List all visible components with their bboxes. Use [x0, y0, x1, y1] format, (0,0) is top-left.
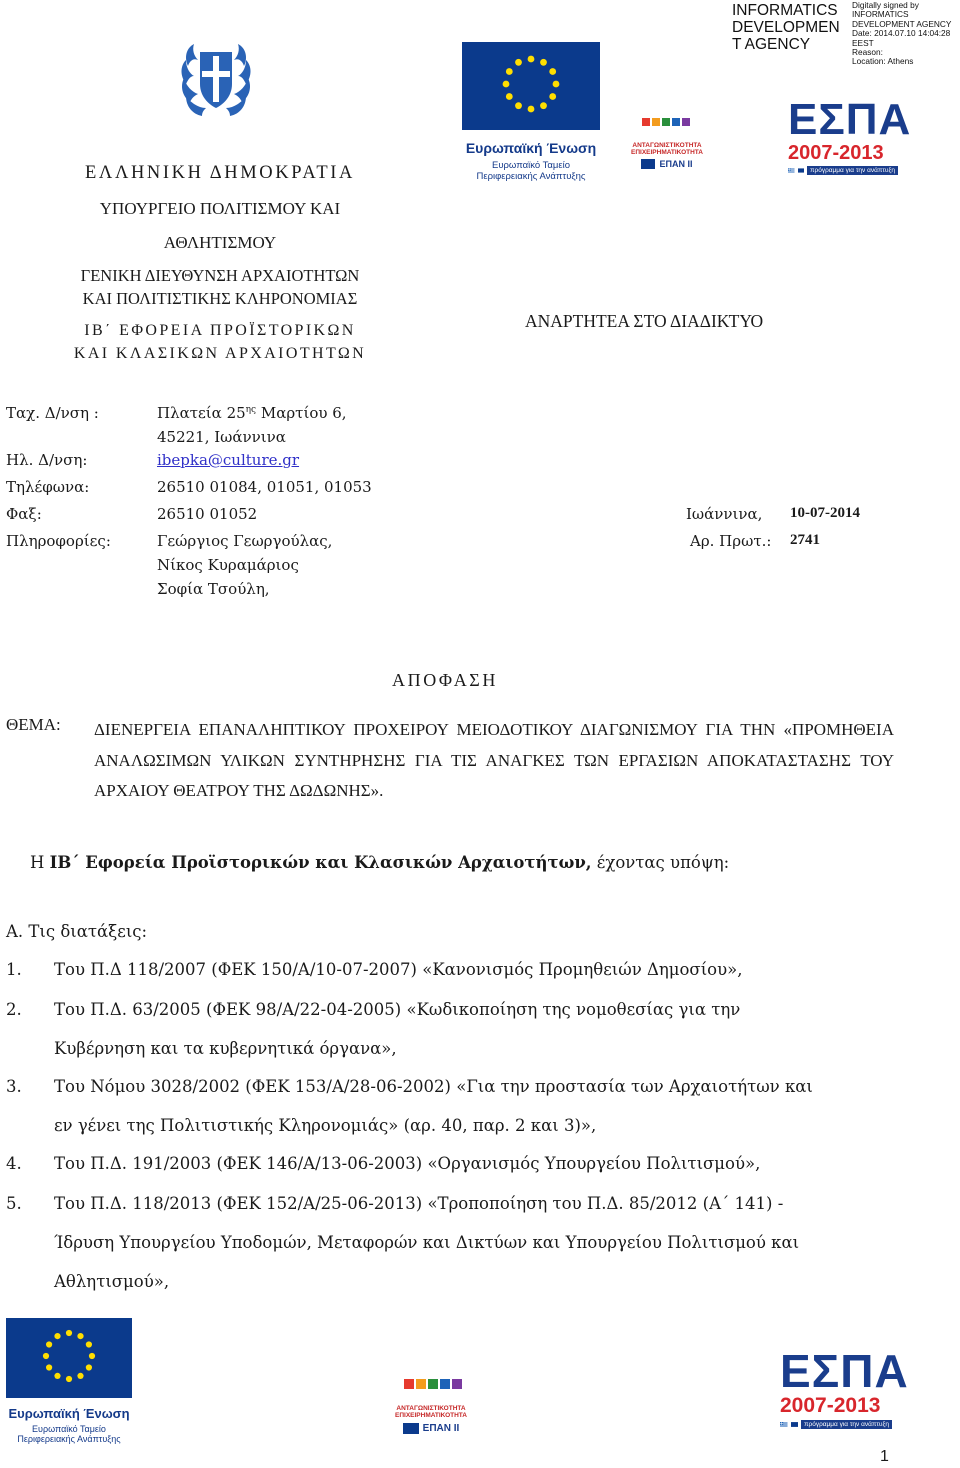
competitiveness-graphic-icon: [622, 118, 712, 138]
item-text: Του Νόμου 3028/2002 (ΦΕΚ 153/Α/28-06-2002) «Για την προστασία των Αρχαιοτήτων και: [54, 1077, 813, 1096]
fax-label: Φαξ:: [6, 505, 42, 523]
small-eu-flag-icon: [641, 159, 655, 169]
espa-title-footer: ΕΣΠΑ: [780, 1345, 909, 1397]
republic-title: ΕΛΛΗΝΙΚΗ ΔΗΜΟΚΡΑΤΙΑ: [85, 163, 355, 183]
espa-years-footer: 2007-2013: [780, 1394, 881, 1417]
signature-line: INFORMATICS: [852, 9, 909, 20]
eu-flag-icon: [6, 1318, 132, 1398]
eu-flag-icon: [462, 42, 600, 130]
page-number: 1: [880, 1448, 889, 1465]
signature-line: EEST: [852, 37, 874, 48]
signature-line: Reason:: [852, 47, 883, 58]
signature-line: Digitally signed by: [852, 0, 919, 10]
item-number: 2.: [6, 1000, 22, 1019]
espa-title: ΕΣΠΑ: [788, 95, 912, 144]
competitiveness-logo-footer: [388, 1375, 474, 1443]
postal-label: Ταχ. Δ/νση :: [6, 404, 99, 422]
email-label: Ηλ. Δ/νση:: [6, 451, 88, 469]
eu-small-flag-icon: [791, 1420, 799, 1429]
eu-name-footer: Ευρωπαϊκή Ένωση: [8, 1406, 130, 1421]
signature-line: DEVELOPMENT AGENCY: [852, 18, 952, 29]
postal-line1-post: Μαρτίου 6,: [256, 404, 347, 422]
item-text: Του Π.Δ 118/2007 (ΦΕΚ 150/Α/10-07-2007) «Κανονισμός Προμηθειών Δημοσίου»,: [54, 960, 743, 979]
postal-line2: 45221, Ιωάννινα: [157, 428, 286, 446]
ephorate-line1: ΙΒ΄ ΕΦΟΡΕΙΑ ΠΡΟΪΣΤΟΡΙΚΩΝ: [84, 322, 356, 339]
item-text-cont: Αθλητισμού»,: [54, 1272, 170, 1291]
intro-pre: Η: [30, 853, 50, 872]
ministry-line1: ΥΠΟΥΡΓΕΙΟ ΠΟΛΙΤΙΣΜΟΥ ΚΑΙ: [99, 199, 341, 218]
competitiveness-line2: ΕΠΙΧΕΙΡΗΜΑΤΙΚΟΤΗΤΑ: [631, 149, 703, 156]
intro-post: έχοντας υπόψη:: [591, 853, 730, 872]
item-number: 4.: [6, 1154, 22, 1173]
espa-slogan-footer: πρόγραμμα για την ανάπτυξη: [801, 1420, 892, 1429]
eu-erdf-logo-footer: [6, 1318, 132, 1446]
info-label: Πληροφορίες:: [6, 532, 111, 550]
signature-line: Location: Athens: [852, 56, 914, 67]
subject-label: ΘΕΜΑ:: [6, 715, 61, 734]
date-value: 10-07-2014: [790, 505, 860, 521]
item-text: Του Π.Δ. 191/2003 (ΦΕΚ 146/Α/13-06-2003) «Οργανισμός Υπουργείου Πολιτισμού»,: [54, 1154, 761, 1173]
directorate-line2: ΚΑΙ ΠΟΛΙΤΙΣΤΙΚΗΣ ΚΛΗΡΟΝΟΜΙΑΣ: [82, 289, 358, 308]
postal-line1-pre: Πλατεία 25: [157, 404, 246, 422]
epan-label-footer: ΕΠΑΝ II: [422, 1423, 460, 1434]
phone-value: 26510 01084, 01051, 01053: [157, 478, 372, 496]
eu-name: Ευρωπαϊκή Ένωση: [465, 140, 597, 156]
epan-label: ΕΠΑΝ II: [659, 159, 693, 169]
postal-line1: [157, 404, 347, 422]
decision-title: ΑΠΟΦΑΣΗ: [392, 670, 498, 690]
eu-fund-line1: Ευρωπαϊκό Ταμείο: [492, 160, 570, 171]
info-person-3: Σοφία Τσούλη,: [157, 580, 270, 598]
competitiveness-logo: [622, 118, 712, 176]
protocol-label: Αρ. Πρωτ.:: [690, 532, 772, 550]
eu-fund-line2: Περιφερειακής Ανάπτυξης: [476, 171, 586, 182]
section-a: Α. Τις διατάξεις:: [6, 922, 148, 941]
directorate-line1: ΓΕΝΙΚΗ ΔΙΕΥΘΥΝΣΗ ΑΡΧΑΙΟΤΗΤΩΝ: [80, 266, 360, 285]
espa-slogan: πρόγραμμα για την ανάπτυξη: [807, 166, 898, 175]
ephorate-line2: ΚΑΙ ΚΛΑΣΙΚΩΝ ΑΡΧΑΙΟΤΗΤΩΝ: [73, 345, 367, 362]
fax-value: 26510 01052: [157, 505, 258, 523]
espa-years: 2007-2013: [788, 142, 884, 164]
greek-coat-of-arms-icon: [180, 40, 252, 122]
intro-ephorate: ΙΒ΄ Εφορεία Προϊστορικών και Κλασικών Αρχαιοτήτων,: [49, 853, 592, 872]
subject-text: ΔΙΕΝΕΡΓΕΙΑ ΕΠΑΝΑΛΗΠΤΙΚΟΥ ΠΡΟΧΕΙΡΟΥ ΜΕΙΟΔΟΤΙΚΟΥ ΔΙΑΓΩΝΙΣΜΟΥ ΓΙΑ ΤΗΝ «ΠΡΟΜΗΘΕΙΑ ΑΝΑΛΩΣΙΜΩΝ ΥΛΙΚΩΝ ΣΥΝΤΗΡΗΣΗΣ ΓΙΑ ΤΙΣ ΑΝΑΓΚΕΣ ΤΩΝ ΕΡΓΑΣΙΩΝ ΑΠΟΚΑΤΑΣΤΑΣΗΣ ΤΟΥ ΑΡΧΑΙΟΥ ΘΕΑΤΡΟΥ ΤΗΣ ΔΩΔΩΝΗΣ».: [94, 720, 894, 800]
espa-logo: [788, 95, 912, 180]
postal-line1-sup: ης: [245, 405, 257, 415]
item-text: Του Π.Δ. 118/2013 (ΦΕΚ 152/Α/25-06-2013) «Τροποποίηση του Π.Δ. 85/2012 (Α΄ 141) -: [54, 1194, 784, 1213]
eu-fund-line2-footer: Περιφερειακής Ανάπτυξης: [17, 1434, 121, 1444]
item-text-cont: Ίδρυση Υπουργείου Υποδομών, Μεταφορών και Δικτύων και Υπουργείου Πολιτισμού και: [54, 1233, 800, 1252]
competitiveness-line1-footer: ΑΝΤΑΓΩΝΙΣΤΙΚΟΤΗΤΑ: [396, 1405, 466, 1412]
item-number: 5.: [6, 1194, 22, 1213]
competitiveness-line2-footer: ΕΠΙΧΕΙΡΗΜΑΤΙΚΟΤΗΤΑ: [395, 1412, 467, 1419]
protocol-value: 2741: [790, 532, 820, 548]
greek-flag-icon: [780, 1420, 788, 1429]
item-number: 3.: [6, 1077, 22, 1096]
info-person-1: Γεώργιος Γεωργούλας,: [157, 532, 333, 550]
espa-logo-footer: [780, 1345, 909, 1438]
signature-line: Date: 2014.07.10 14:04:28: [852, 28, 951, 39]
phone-label: Τηλέφωνα:: [6, 478, 90, 496]
intro-line: [30, 853, 729, 872]
item-text: Του Π.Δ. 63/2005 (ΦΕΚ 98/Α/22-04-2005) «Κωδικοποίηση της νομοθεσίας για την: [54, 1000, 741, 1019]
eu-fund-line1-footer: Ευρωπαϊκό Ταμείο: [32, 1424, 106, 1434]
signer-name: INFORMATICS DEVELOPMEN T AGENCY: [732, 2, 840, 53]
item-number: 1.: [6, 960, 22, 979]
competitiveness-line1: ΑΝΤΑΓΩΝΙΣΤΙΚΟΤΗΤΑ: [632, 142, 702, 149]
eu-small-flag-icon: [798, 166, 805, 175]
eu-erdf-logo: [462, 42, 600, 182]
item-text-cont: εν γένει της Πολιτιστικής Κληρονομιάς» (αρ. 40, παρ. 2 και 3)»,: [54, 1116, 597, 1135]
competitiveness-graphic-icon: [388, 1375, 474, 1401]
post-notice: ΑΝΑΡΤΗΤΕΑ ΣΤΟ ΔΙΑΔΙΚΤΥΟ: [525, 311, 764, 331]
info-person-2: Νίκος Κυραμάριος: [157, 556, 299, 574]
small-eu-flag-icon: [403, 1423, 419, 1434]
place-label: Ιωάννινα,: [686, 505, 763, 523]
greek-flag-icon: [788, 166, 795, 175]
signature-details: [852, 1, 960, 67]
ministry-line2: ΑΘΛΗΤΙΣΜΟΥ: [163, 233, 277, 252]
email-link[interactable]: ibepka@culture.gr: [157, 451, 300, 469]
item-text-cont: Κυβέρνηση και τα κυβερνητικά όργανα»,: [54, 1039, 397, 1058]
